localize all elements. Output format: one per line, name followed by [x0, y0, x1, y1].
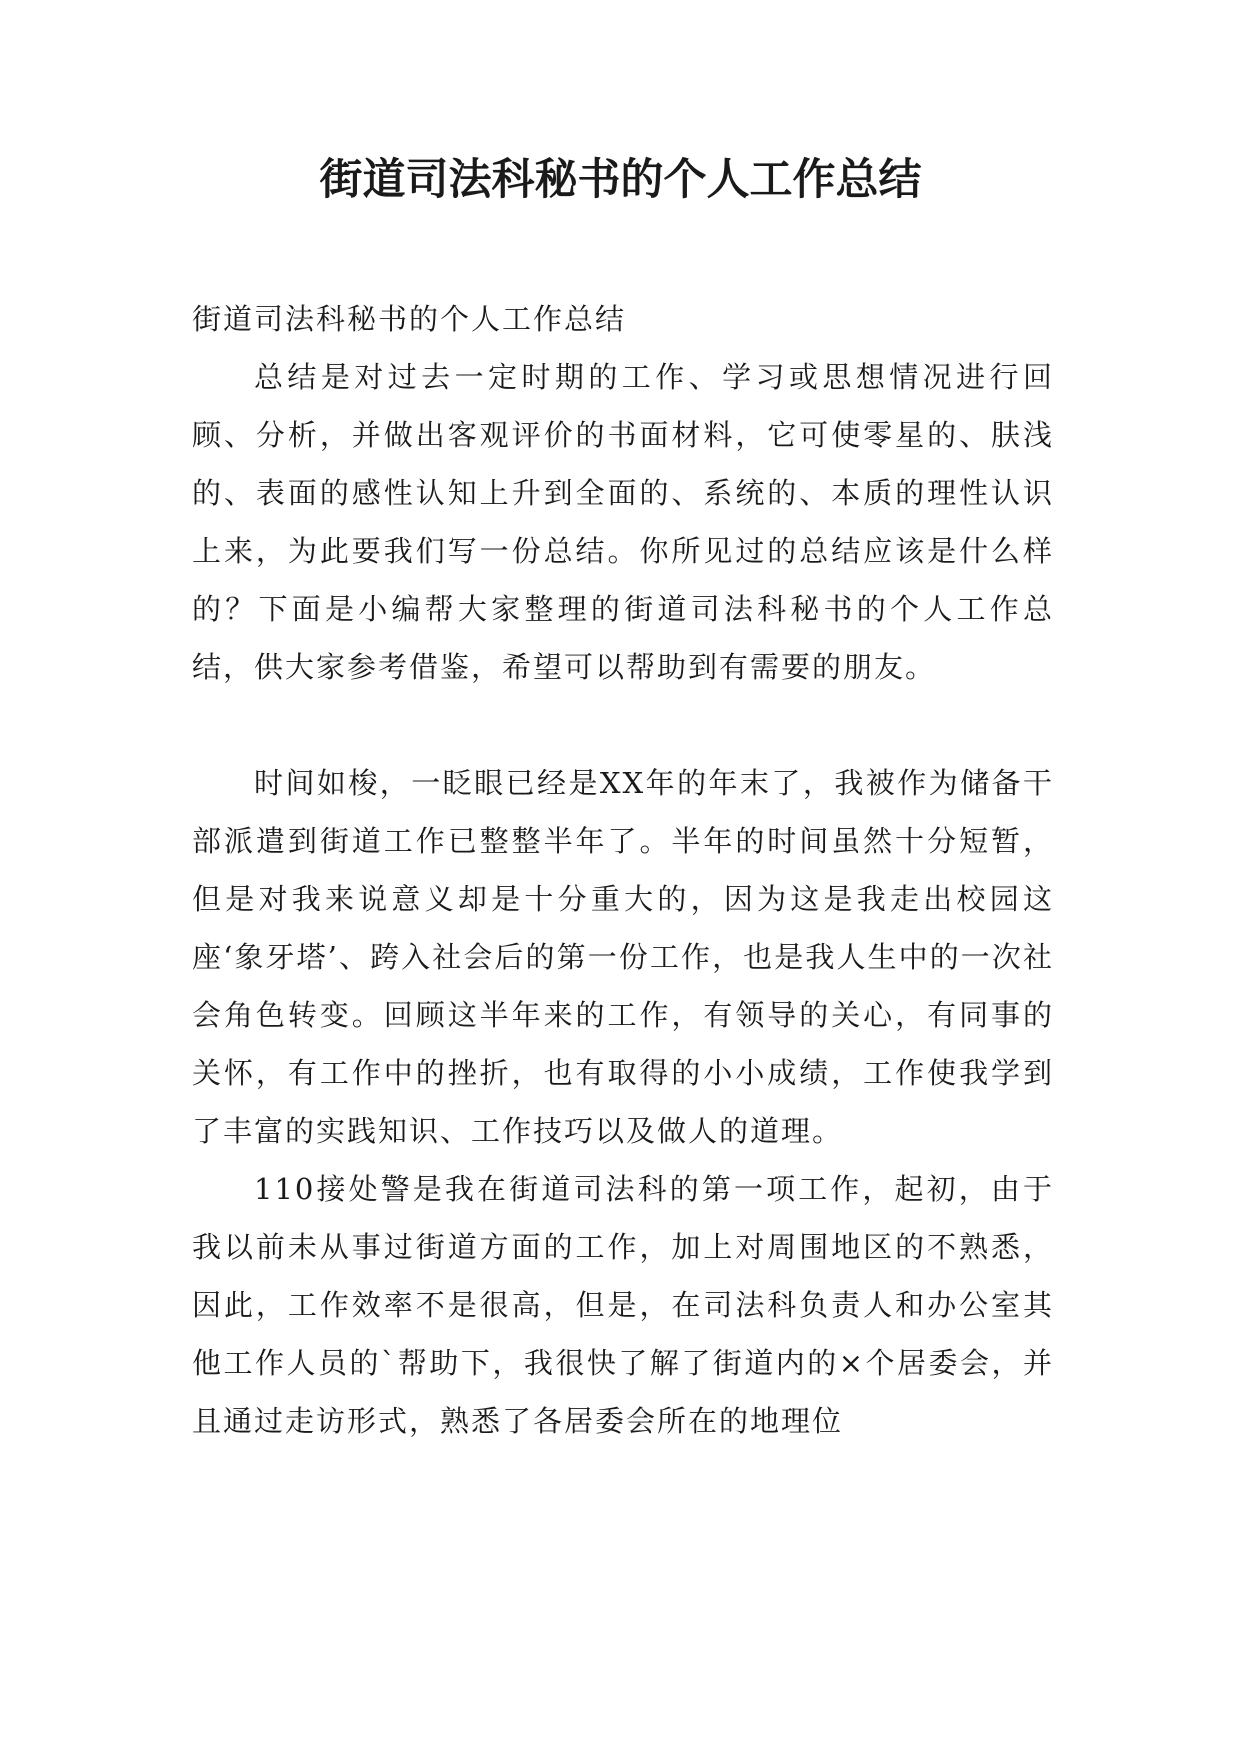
paragraph-110: 110接处警是我在街道司法科的第一项工作，起初，由于我以前未从事过街道方面的工作，加上对周围地区的不熟悉，因此，工作效率不是很高，但是，在司法科负责人和办公室其他工作人员的`帮助下，我很快了解了街道内的×个居委会，并且通过走访形式，熟悉了各居委会所在的地理位 [192, 1172, 1054, 1438]
document-body [192, 290, 1054, 1450]
paragraph-intro: 总结是对过去一定时期的工作、学习或思想情况进行回顾、分析，并做出客观评价的书面材料，它可使零星的、肤浅的、表面的感性认知上升到全面的、系统的、本质的理性认识上来，为此要我们写一份总结。你所见过的总结应该是什么样的？下面是小编帮大家整理的街道司法科秘书的个人工作总结，供大家参考借鉴，希望可以帮助到有需要的朋友。 [192, 360, 1054, 684]
paragraph-time: 时间如梭，一眨眼已经是XX年的年末了，我被作为储备干部派遣到街道工作已整整半年了。半年的时间虽然十分短暂，但是对我来说意义却是十分重大的，因为这是我走出校园这座‘象牙塔’、跨入社会后的第一份工作，也是我人生中的一次社会角色转变。回顾这半年来的工作，有领导的关心，有同事的关怀，有工作中的挫折，也有取得的小小成绩，工作使我学到了丰富的实践知识、工作技巧以及做人的道理。 [192, 766, 1054, 1148]
paragraph-spacer [192, 696, 1054, 754]
subtitle-line: 街道司法科秘书的个人工作总结 [192, 302, 627, 336]
document-title: 街道司法科秘书的个人工作总结 [319, 155, 922, 205]
